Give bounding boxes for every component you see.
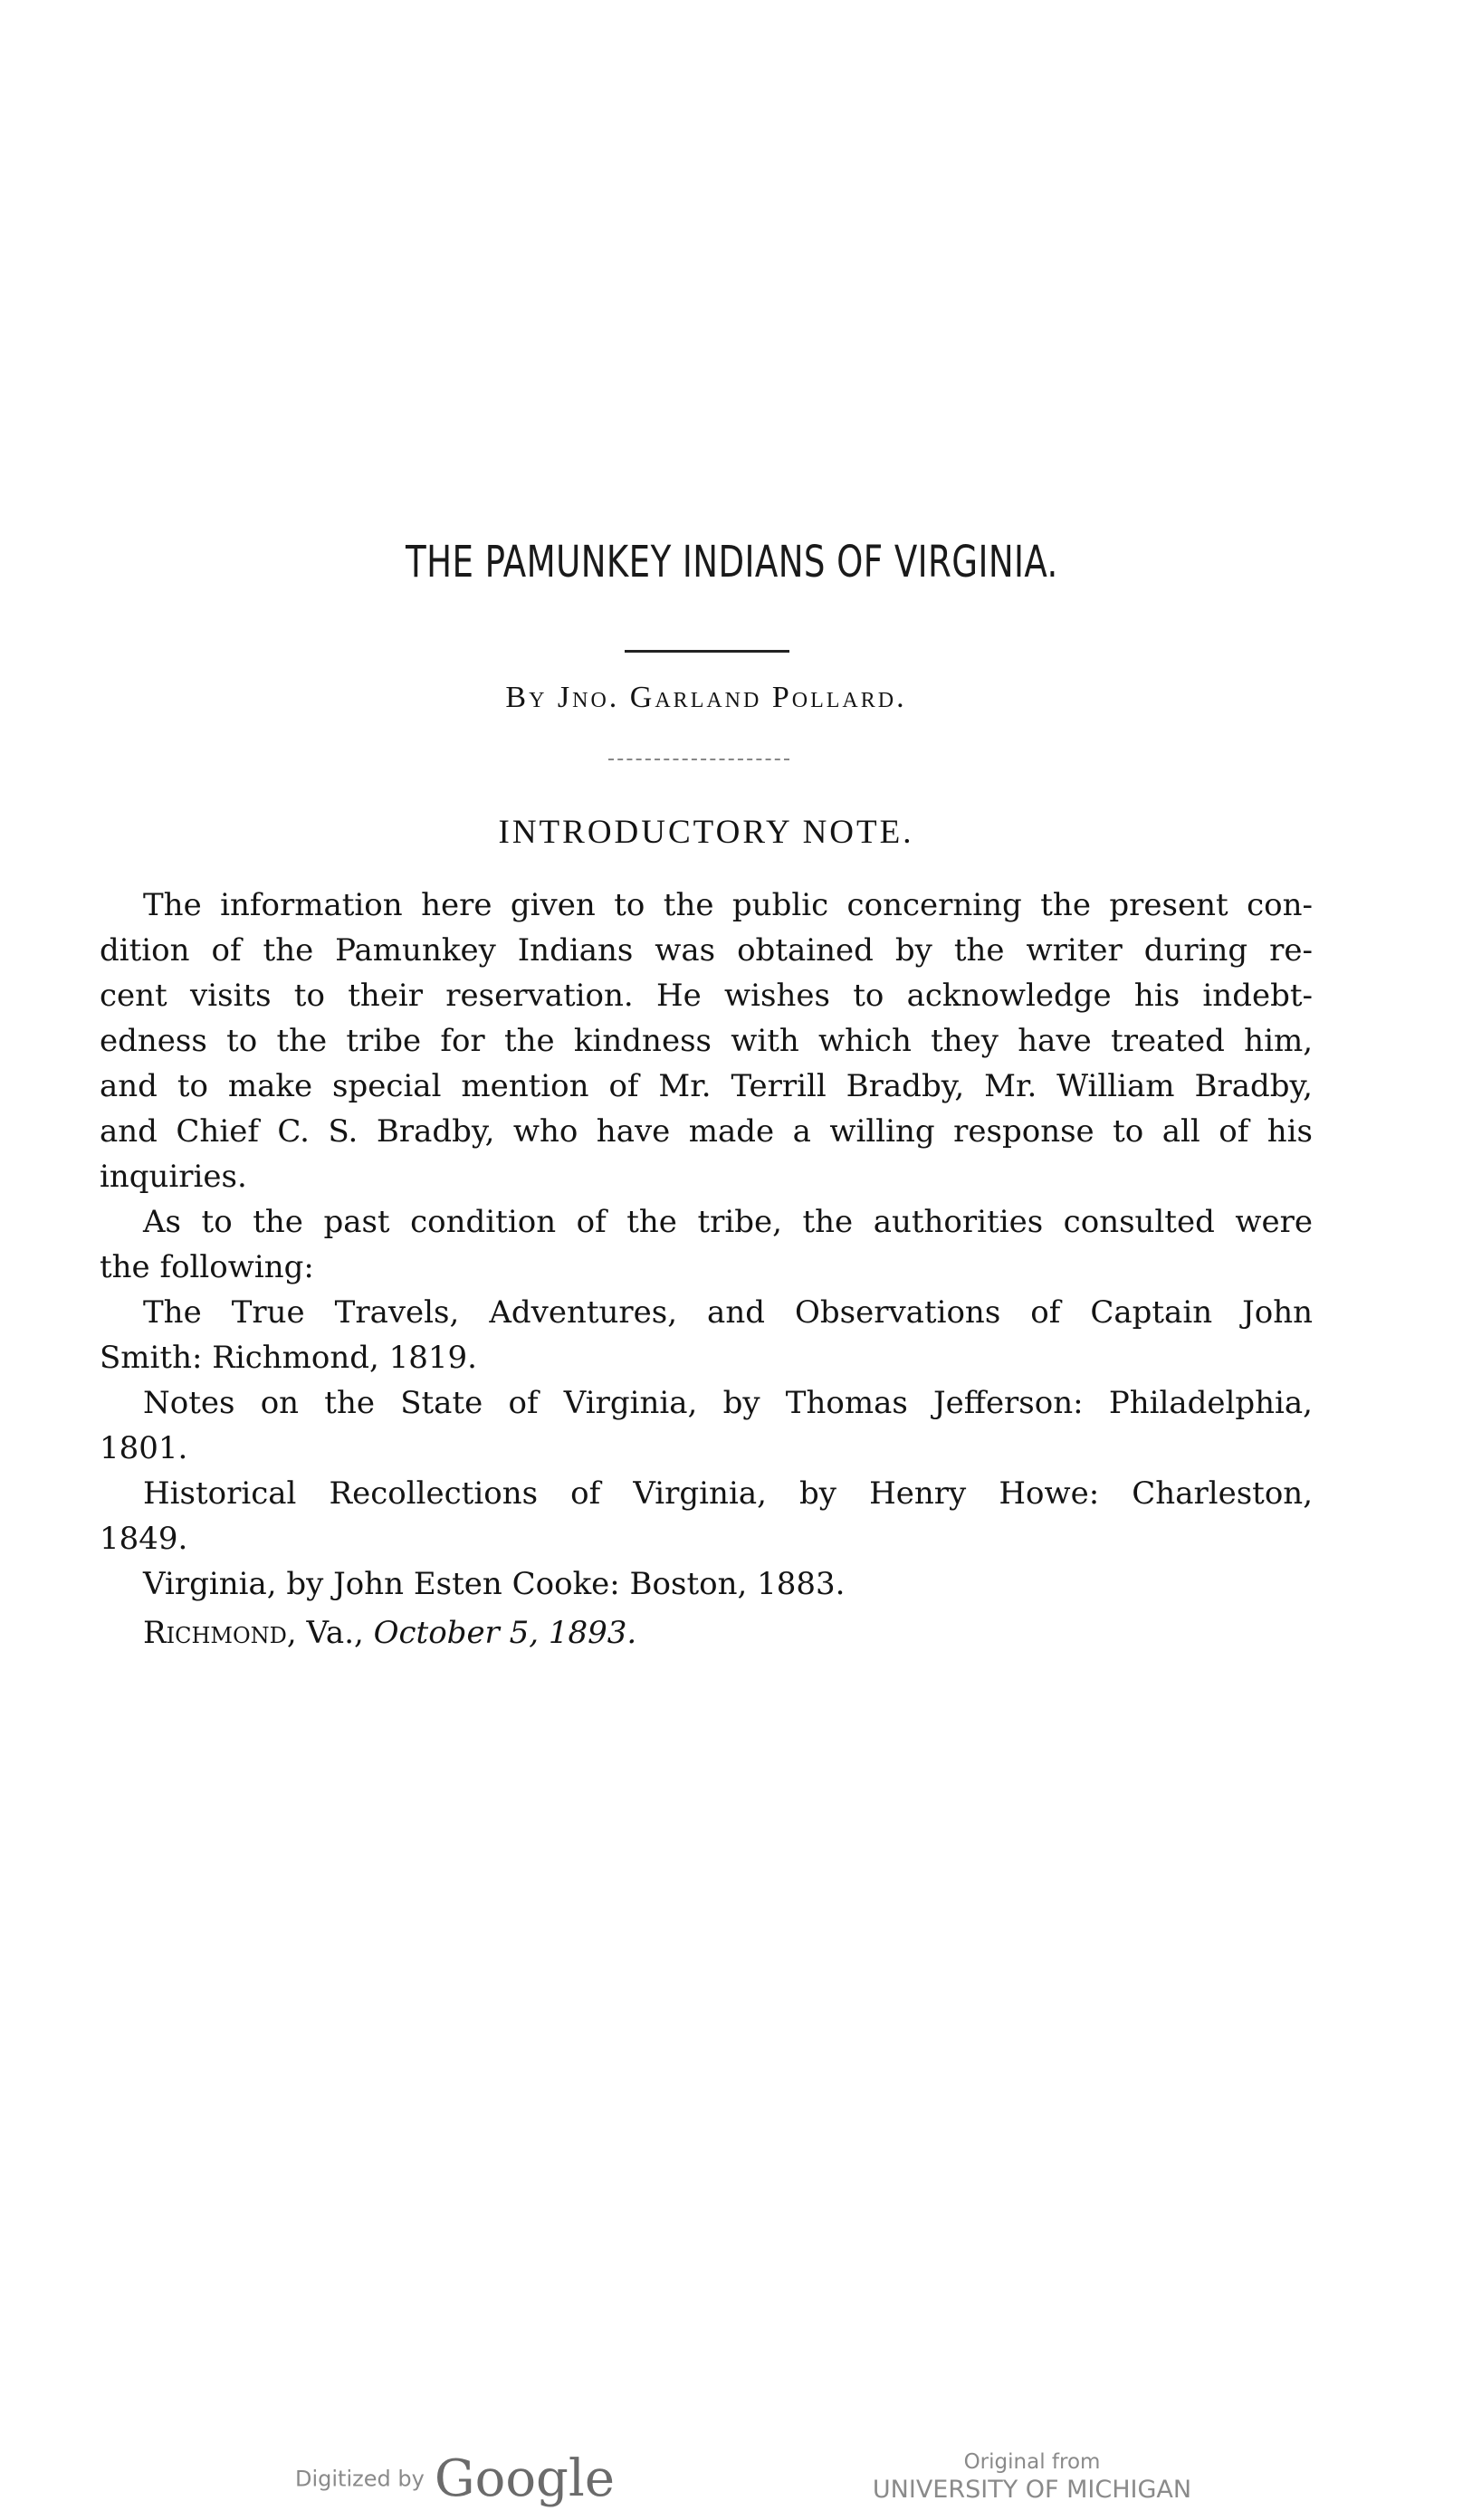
text-line: dition of the Pamunkey Indians was obtained by the writer during re- [100,932,1313,969]
reference-item [100,1380,1313,1471]
text-line: Historical Recollections of Virginia, by Henry Howe: Charleston, [143,1475,1313,1512]
text-line: edness to the tribe for the kindness with which they have treated him, [100,1023,1313,1059]
text-line: The information here given to the public concerning the present con- [143,887,1313,923]
text-line: Notes on the State of Virginia, by Thomas Jefferson: Philadelphia, [143,1385,1313,1421]
digitized-by-label: Digitized by [295,2466,425,2492]
text-line: cent visits to their reservation. He wishes to acknowledge his indebt- [100,978,1313,1014]
section-heading: INTRODUCTORY NOTE. [498,814,914,851]
page-title: THE PAMUNKEY INDIANS OF VIRGINIA. [405,537,1058,587]
text-line: The True Travels, Adventures, and Observations of Captain John [143,1294,1313,1331]
author-byline: By Jno. Garland Pollard. [505,681,907,714]
text-line: the following: [100,1249,314,1285]
source-watermark [833,2449,1231,2506]
text-line: and Chief C. S. Bradby, who have made a willing response to all of his [100,1113,1313,1150]
title-rule [625,650,789,653]
text-line: 1849. [100,1521,188,1557]
text-line: Smith: Richmond, 1819. [100,1340,477,1376]
reference-item [100,1471,1313,1561]
signoff [100,1610,1313,1656]
reference-item [100,1290,1313,1380]
original-from-label: Original from [963,2450,1101,2474]
text-line: and to make special mention of Mr. Terrill Bradby, Mr. William Bradby, [100,1068,1313,1104]
signoff-place: Richmond [143,1615,287,1651]
text-line: Virginia, by John Esten Cooke: Boston, 1883. [143,1566,846,1602]
digitized-by-watermark [295,2449,615,2508]
institution-label: UNIVERSITY OF MICHIGAN [872,2476,1192,2504]
reference-item [100,1561,1313,1607]
intro-paragraph [100,883,1313,1199]
body-text [100,883,1313,1656]
authorities-paragraph [100,1199,1313,1290]
signoff-date: October 5, 1893. [373,1615,637,1651]
text-line: inquiries. [100,1159,247,1195]
text-line: As to the past condition of the tribe, the authorities consulted were [143,1204,1313,1240]
signoff-state: , Va., [286,1615,374,1651]
text-line: 1801. [100,1430,188,1466]
byline-rule [608,759,789,760]
reference-list [100,1290,1313,1607]
google-logo: Google [434,2449,615,2508]
